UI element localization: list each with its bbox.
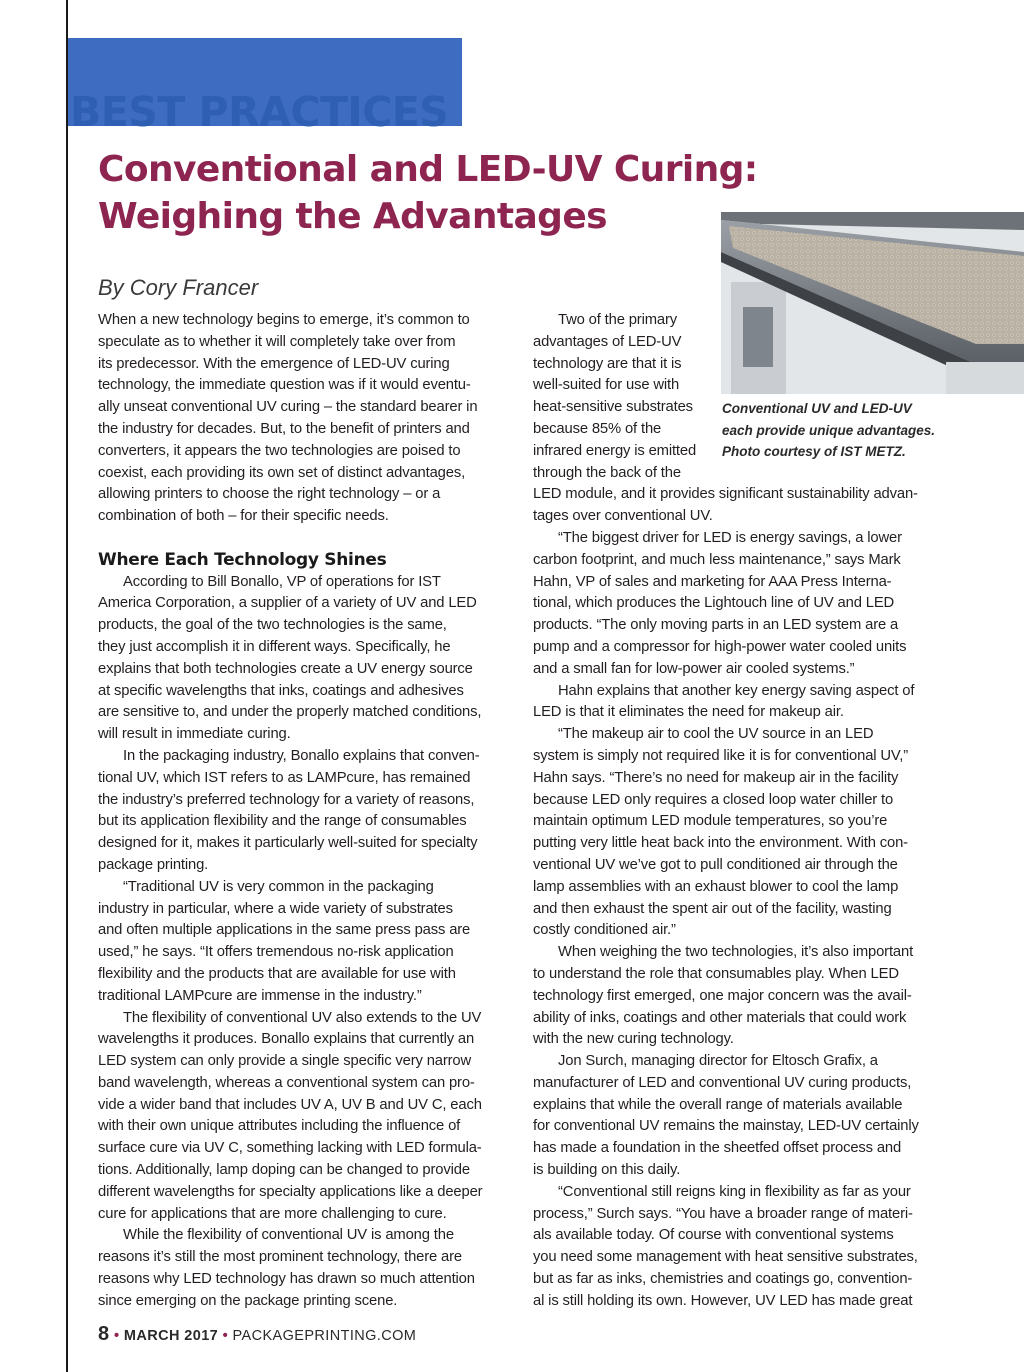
body-line: with their own unique attributes including the influence of [98, 1118, 461, 1135]
body-line: industry in particular, where a wide variety of substrates [98, 900, 453, 917]
body-line: because LED only requires a closed loop water chiller to [533, 791, 894, 808]
body-line: through the back of the [533, 464, 681, 481]
body-line: vide a wider band that includes UV A, UV B and UV C, each [98, 1096, 482, 1113]
body-line: explains that both technologies create a UV energy source [98, 660, 473, 677]
body-line: pump and a compressor for high-power water cooled units [533, 638, 907, 655]
body-line: designed for it, makes it particularly well-suited for specialty [98, 835, 478, 852]
body-line: technology are that it is [533, 355, 682, 372]
body-line: The flexibility of conventional UV also extends to the UV [123, 1009, 482, 1026]
intro-line: the industry for decades. But, to the benefit of printers and [98, 420, 470, 437]
body-line: Hahn explains that another key energy saving aspect of [558, 682, 915, 699]
headline-line: Weighing the Advantages [98, 196, 607, 237]
body-line: tional UV, which IST refers to as LAMPcure, has remained [98, 769, 471, 786]
body-line: but its application flexibility and the range of consumables [98, 813, 467, 830]
intro-line: When a new technology begins to emerge, it’s common to [98, 312, 470, 328]
body-line: putting very little heat back into the environment. With con- [533, 835, 908, 852]
body-line: costly conditioned air.” [533, 922, 676, 939]
body-line: infrared energy is emitted [533, 442, 697, 459]
body-line: you need some management with heat sensitive substrates, [533, 1249, 918, 1266]
body-line: carbon footprint, and much less maintenance,” says Mark [533, 551, 901, 568]
body-line: tions. Additionally, lamp doping can be changed to provide [98, 1162, 470, 1179]
intro-line: speculate as to whether it will completely take over from [98, 333, 456, 350]
intro-line: converters, it appears the two technologies are poised to [98, 442, 461, 459]
body-line: for conventional UV remains the mainstay, LED-UV certainly [533, 1118, 919, 1135]
footer-separator: • [113, 1328, 120, 1344]
caption-line: Photo courtesy of IST METZ. [722, 444, 906, 460]
body-line: America Corporation, a supplier of a variety of UV and LED [98, 595, 477, 612]
issue-date: MARCH 2017 [123, 1328, 219, 1344]
website: PACKAGEPRINTING.COM [232, 1328, 417, 1344]
body-line: ability of inks, coatings and other materials that could work [533, 1009, 907, 1026]
body-line: cure for applications that are more challenging to cure. [98, 1205, 447, 1222]
page-footer [98, 1323, 416, 1346]
body-line: since emerging on the package printing scene. [98, 1292, 398, 1309]
body-line: maintain optimum LED module temperatures, so you’re [533, 813, 888, 830]
body-line: products. “The only moving parts in an LED system are a [533, 617, 899, 634]
body-line: LED is that it eliminates the need for makeup air. [533, 704, 844, 721]
body-line: tages over conventional UV. [533, 508, 713, 525]
body-line: is building on this daily. [533, 1162, 681, 1179]
body-line: system is simply not required like it is for conventional UV,” [533, 747, 909, 764]
byline: By Cory Francer [98, 275, 259, 300]
body-line: well-suited for use with [533, 377, 680, 394]
body-line: According to Bill Bonallo, VP of operations for IST [123, 573, 441, 590]
section-subhead: Where Each Technology Shines [98, 549, 387, 570]
body-line: LED module, and it provides significant sustainability advan- [533, 486, 918, 503]
headline-line: Conventional and LED-UV Curing: [98, 149, 758, 190]
body-line: “Traditional UV is very common in the packaging [123, 878, 434, 895]
footer-separator: • [222, 1328, 229, 1344]
body-line: and then exhaust the spent air out of the facility, wasting [533, 900, 892, 917]
body-line: Hahn, VP of sales and marketing for AAA Press Interna- [533, 573, 892, 590]
body-line: to understand the role that consumables play. When LED [533, 965, 899, 982]
body-line: reasons it’s still the most prominent technology, there are [98, 1249, 462, 1266]
body-line: wavelengths it produces. Bonallo explains that currently an [98, 1031, 475, 1048]
intro-line: combination of both – for their specific needs. [98, 508, 389, 525]
body-line: are sensitive to, and under the properly matched conditions, [98, 704, 482, 721]
intro-line: its predecessor. With the emergence of LED-UV curing [98, 355, 450, 372]
body-line: “The makeup air to cool the UV source in an LED [558, 726, 874, 743]
body-line: heat-sensitive substrates [533, 399, 693, 416]
body-line: “The biggest driver for LED is energy savings, a lower [558, 529, 902, 546]
body-line: will result in immediate curing. [98, 726, 291, 743]
body-line: When weighing the two technologies, it’s also important [558, 944, 914, 961]
body-line: and often multiple applications in the same press pass are [98, 922, 471, 939]
body-line: LED system can only provide a single specific very narrow [98, 1053, 472, 1070]
body-line: advantages of LED-UV [533, 333, 682, 350]
body-line: traditional LAMPcure are immense in the industry.” [98, 987, 422, 1004]
body-line: ventional UV we’ve got to pull conditioned air through the [533, 856, 898, 873]
column-right [533, 310, 945, 1313]
intro-line: technology, the immediate question was if it would eventu- [98, 377, 471, 394]
section-label: BEST PRACTICES [70, 88, 449, 136]
intro-line: coexist, each providing its own set of distinct advantages, [98, 464, 466, 481]
body-line: While the flexibility of conventional UV is among the [123, 1227, 454, 1244]
body-line: al is still holding its own. However, UV LED has made great [533, 1292, 913, 1309]
page-margin-rule [66, 0, 68, 1372]
body-line: but as far as inks, chemistries and coatings go, convention- [533, 1271, 913, 1288]
body-line: they just accomplish it in different ways. Specifically, he [98, 638, 451, 655]
body-line: products, the goal of the two technologies is the same, [98, 617, 447, 634]
caption-line: Conventional UV and LED-UV [722, 401, 912, 416]
body-line: package printing. [98, 856, 209, 873]
intro-line: ally unseat conventional UV curing – the standard bearer in [98, 399, 478, 416]
body-line: different wavelengths for specialty applications like a deeper [98, 1183, 483, 1200]
body-line: Jon Surch, managing director for Eltosch Grafix, a [558, 1053, 878, 1070]
body-line: at specific wavelengths that inks, coatings and adhesives [98, 682, 464, 699]
body-line: used,” he says. “It offers tremendous no-risk application [98, 944, 454, 961]
body-line: and a small fan for low-power air cooled systems.” [533, 660, 855, 677]
body-line: Hahn says. “There’s no need for makeup air in the facility [533, 769, 899, 786]
body-line: with the new curing technology. [533, 1031, 734, 1048]
body-line: process,” Surch says. “You have a broader range of materi- [533, 1205, 913, 1222]
body-line: als available today. Of course with conventional systems [533, 1227, 894, 1244]
body-line: band wavelength, whereas a conventional system can pro- [98, 1074, 475, 1091]
body-line: surface cure via UV C, something lacking with LED formula- [98, 1140, 482, 1157]
caption-line: each provide unique advantages. [722, 422, 936, 438]
body-line: In the packaging industry, Bonallo explains that conven- [123, 747, 480, 764]
body-line: technology first emerged, one major concern was the avail- [533, 987, 912, 1004]
body-line: lamp assemblies with an exhaust blower to cool the lamp [533, 878, 899, 895]
body-line: tional, which produces the Lightouch line of UV and LED [533, 595, 895, 612]
body-line: “Conventional still reigns king in flexibility as far as your [558, 1183, 911, 1200]
body-line: because 85% of the [533, 420, 662, 437]
intro-line: allowing printers to choose the right technology – or a [98, 486, 441, 503]
body-line: has made a foundation in the sheetfed offset process and [533, 1140, 902, 1157]
body-line: Two of the primary [558, 312, 678, 328]
paragraph-gap [98, 528, 510, 550]
page-number: 8 [98, 1323, 110, 1345]
body-line: the industry’s preferred technology for a variety of reasons, [98, 791, 475, 808]
body-line: flexibility and the products that are available for use with [98, 965, 456, 982]
column-left [98, 310, 510, 1313]
body-line: manufacturer of LED and conventional UV curing products, [533, 1074, 912, 1091]
article-headline [98, 146, 818, 240]
body-line: reasons why LED technology has drawn so much attention [98, 1271, 475, 1288]
body-line: explains that while the overall range of materials available [533, 1096, 903, 1113]
